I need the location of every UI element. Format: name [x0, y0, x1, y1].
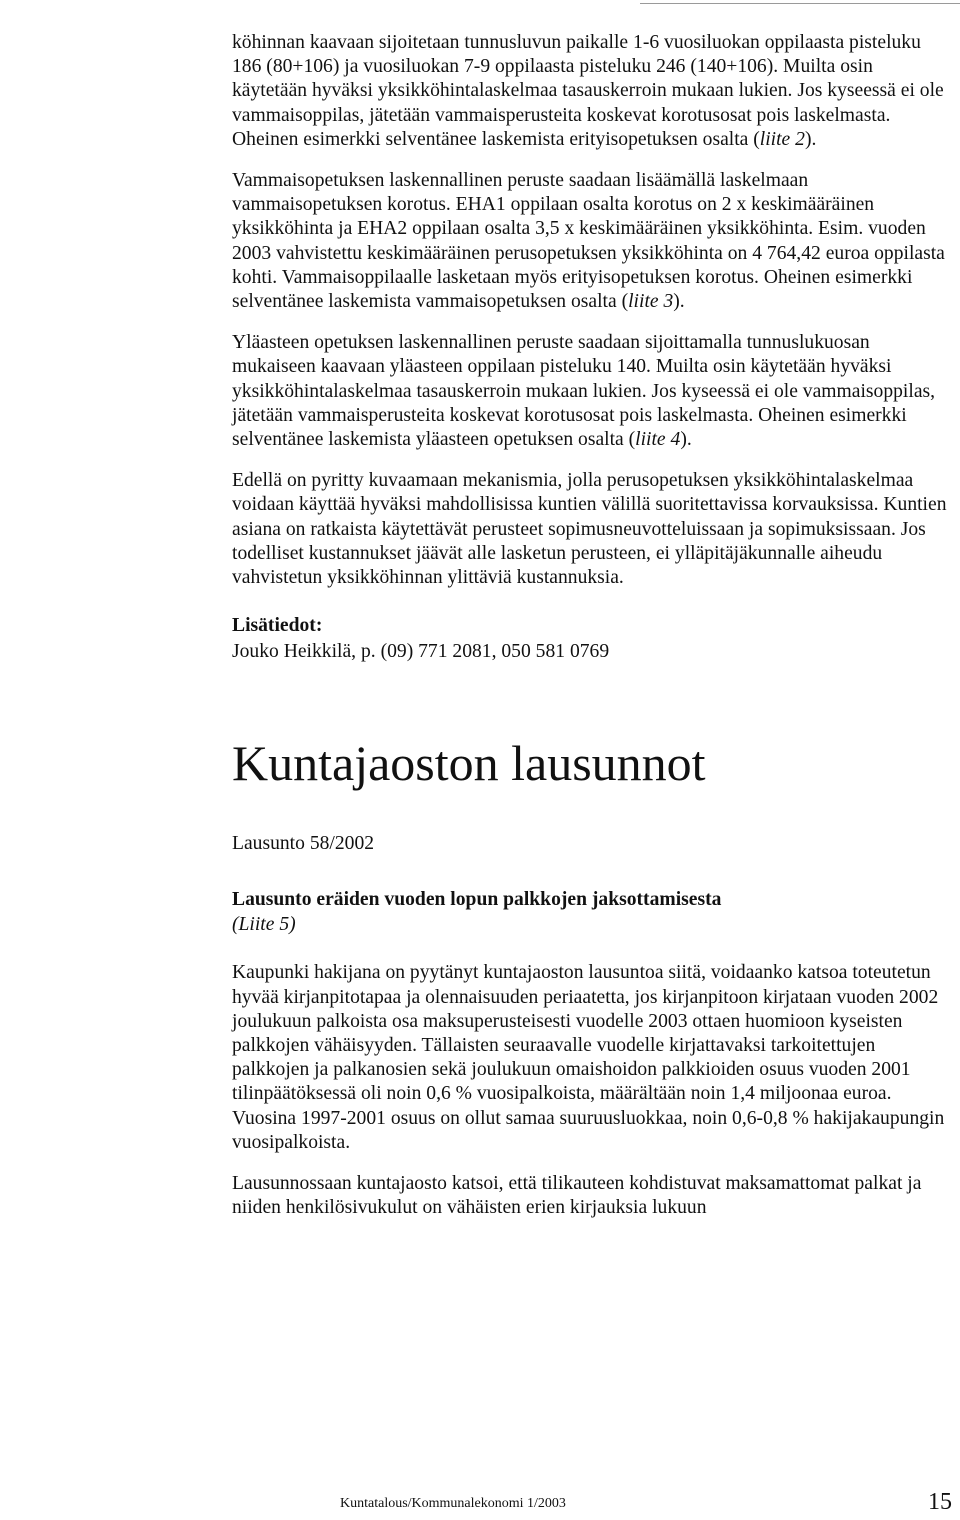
contact-line: Jouko Heikkilä, p. (09) 771 2081, 050 581 0769 [232, 641, 610, 663]
footer-publication: Kuntatalous/Kommunalekonomi 1/2003 [340, 1496, 566, 1511]
section-heading: Kuntajaoston lausunnot [232, 735, 706, 792]
paragraph-mechanism-summary: Edellä on pyritty kuvaamaan mekanismia, jolla perusopetuksen yksikköhintalaskelmaa voidaan käyttää hyväksi mahdollisissa kuntien välillä suoritettavissa korvauksissa. Kuntien asiana on ratkaista käytettävät perusteet sopimusneuvotteluissaan ja sopimuksissaan. Jos todelliset kustannukset jäävät alle lasketun perusteen, ei ylläpitäjäkunnalle aiheudu vahvistetun yksikköhinnan ylittäviä kustannuksia. [232, 470, 947, 589]
attachment-reference: liite 3 [628, 291, 674, 313]
paragraph-disability-education: Vammaisopetuksen laskennallinen peruste saadaan lisäämällä laskelmaan vammaisopetuksen korotus. EHA1 oppilaan osalta korotus on 2 x keskimääräinen yksikköhinta ja EHA2 oppilaan osalta 3,5 x keskimääräinen yksikköhinta. Esim. vuoden 2003 vahvistettu keskimääräinen perusopetuksen yksikköhinta on 4 764,42 euroa oppilasta kohti. Vammaisoppilaalle lasketaan myös erityisopetuksen korotus. Oheinen esimerkki selventänee laskemista vammaisopetuksen osalta (liite 3). [232, 170, 945, 313]
statement-number: Lausunto 58/2002 [232, 833, 375, 855]
additional-info-label: Lisätiedot: [232, 615, 323, 637]
paragraph-upper-school: Yläasteen opetuksen laskennallinen peruste saadaan sijoittamalla tunnuslukuosan mukaiseen kaavaan yläasteen oppilaan pisteluku 140. Muilta osin käytetään hyväksi yksikköhintalaskelmaa tasauskerroin mukaan lukien. Jos kyseessä ei ole vammaisoppilas, jätetään vammaisperusteita koskevat korotusosat pois laskelmasta. Oheinen esimerkki selventänee laskemista yläasteen opetuksen osalta (liite 4). [232, 332, 936, 451]
attachment-reference: liite 2 [759, 128, 805, 150]
additional-info [232, 613, 952, 665]
page-content [232, 31, 952, 1220]
header-rule [640, 3, 960, 4]
paragraph-committee-view: Lausunnossaan kuntajaosto katsoi, että tilikauteen kohdistuvat maksamattomat palkat ja niiden henkilösivukulut on vähäisten erien kirjauksia lukuun [232, 1173, 922, 1219]
paragraph-city-request: Kaupunki hakijana on pyytänyt kuntajaoston lausuntoa siitä, voidaanko katsoa toteutetun hyvää kirjanpitotapaa ja olennaisuuden periaatetta, jos kirjanpitoon kirjataan vuoden 2002 joulukuun palkoista osa maksuperusteisesti vuodelle 2003 ottaen huomioon kyseisten palkkojen vähäisyyden. Tällaisten seuraavalle vuodelle kirjattavaksi tarkoitettujen palkkojen ja palkanosien sekä joulukuun omaishoidon palkkioiden osuus vuoden 2001 tilinpäätöksessä oli noin 0,6 % vuosipalkoista, määrältään noin 1,4 miljoonaa euroa. Vuosina 1997-2001 osuus on ollut samaa suuruusluokkaa, noin 0,6-0,8 % hakijakaupungin vuosipalkoista. [232, 962, 945, 1153]
paragraph-special-education-calc: köhinnan kaavaan sijoitetaan tunnusluvun paikalle 1-6 vuosiluokan oppilaasta pisteluku 186 (80+106) ja vuosiluokan 7-9 oppilaasta pisteluku 246 (140+106). Muilta osin käytetään hyväksi yksikköhintalaskelmaa tasauskerroin mukaan lukien. Jos kyseessä ei ole vammaisoppilas, jätetään vammaisperusteita koskevat korotusosat pois laskelmasta. Oheinen esimerkki selventänee laskemista erityisopetuksen osalta (liite 2). [232, 32, 944, 150]
page-number: 15 [928, 1489, 952, 1515]
statement-title: Lausunto eräiden vuoden lopun palkkojen jaksottamisesta [232, 889, 722, 911]
statement-attachment: (Liite 5) [232, 913, 296, 935]
attachment-reference: liite 4 [635, 429, 681, 451]
